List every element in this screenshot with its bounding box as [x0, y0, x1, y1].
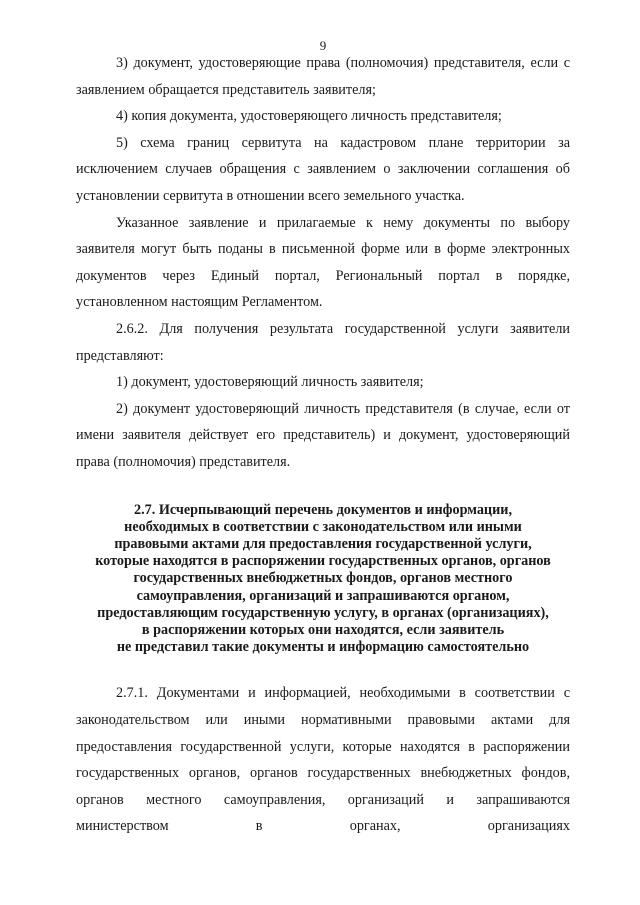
section-heading-2-7 [76, 502, 570, 657]
heading-line: предоставляющим государственную услугу, в органах (организациях), [97, 604, 549, 621]
heading-line: самоуправления, организаций и запрашиваются органом, [136, 587, 510, 604]
paragraph-item-5: 5) схема границ сервитута на кадастровом плане территории за исключением случаев обращения с заявлением о заключении соглашения об установлении сервитута в отношении всего земельного участка. [76, 134, 570, 204]
paragraph-result-item-1: 1) документ, удостоверяющий личность заявителя; [116, 374, 424, 391]
paragraph-submission: Указанное заявление и прилагаемые к нему документы по выбору заявителя могут быть поданы в письменной форме или в форме электронных документов через Единый портал, Региональный портал в порядке, установленном настоящим Регламентом. [76, 214, 570, 311]
paragraph-result-item-2: 2) документ удостоверяющий личность представителя (в случае, если от имени заявителя действует его представитель) и документ, удостоверяющий права (полномочия) представителя. [76, 400, 570, 470]
heading-line: государственных внебюджетных фондов, органов местного [133, 570, 513, 587]
document-body [76, 50, 570, 840]
heading-line: в распоряжении которых они находятся, если заявитель [141, 621, 505, 638]
paragraph-2-6-2: 2.6.2. Для получения результата государственной услуги заявители представляют: [76, 320, 570, 364]
paragraph-item-4: 4) копия документа, удостоверяющего личность представителя; [116, 108, 502, 125]
heading-line: необходимых в соответствии с законодательством или иными [124, 518, 522, 535]
heading-line: правовыми актами для предоставления государственной услуги, [114, 535, 532, 552]
page-number: 9 [319, 38, 327, 53]
heading-line: которые находятся в распоряжении государственных органов, органов [95, 553, 551, 570]
heading-line: не представил такие документы и информацию самостоятельно [116, 639, 530, 656]
heading-line: 2.7. Исчерпывающий перечень документов и информации, [133, 501, 513, 518]
paragraph-item-3: 3) документ, удостоверяющие права (полномочия) представителя, если с заявлением обращается представитель заявителя; [76, 55, 570, 98]
paragraph-2-7-1: 2.7.1. Документами и информацией, необходимыми в соответствии с законодательством или иными нормативными правовыми актами для предоставления государственной услуги, которые находятся в распоряжении государственных органов, органов государственных внебюджетных фондов, органов местного самоуправления, организаций и запрашиваются министерством в органах, организациях [76, 685, 570, 835]
